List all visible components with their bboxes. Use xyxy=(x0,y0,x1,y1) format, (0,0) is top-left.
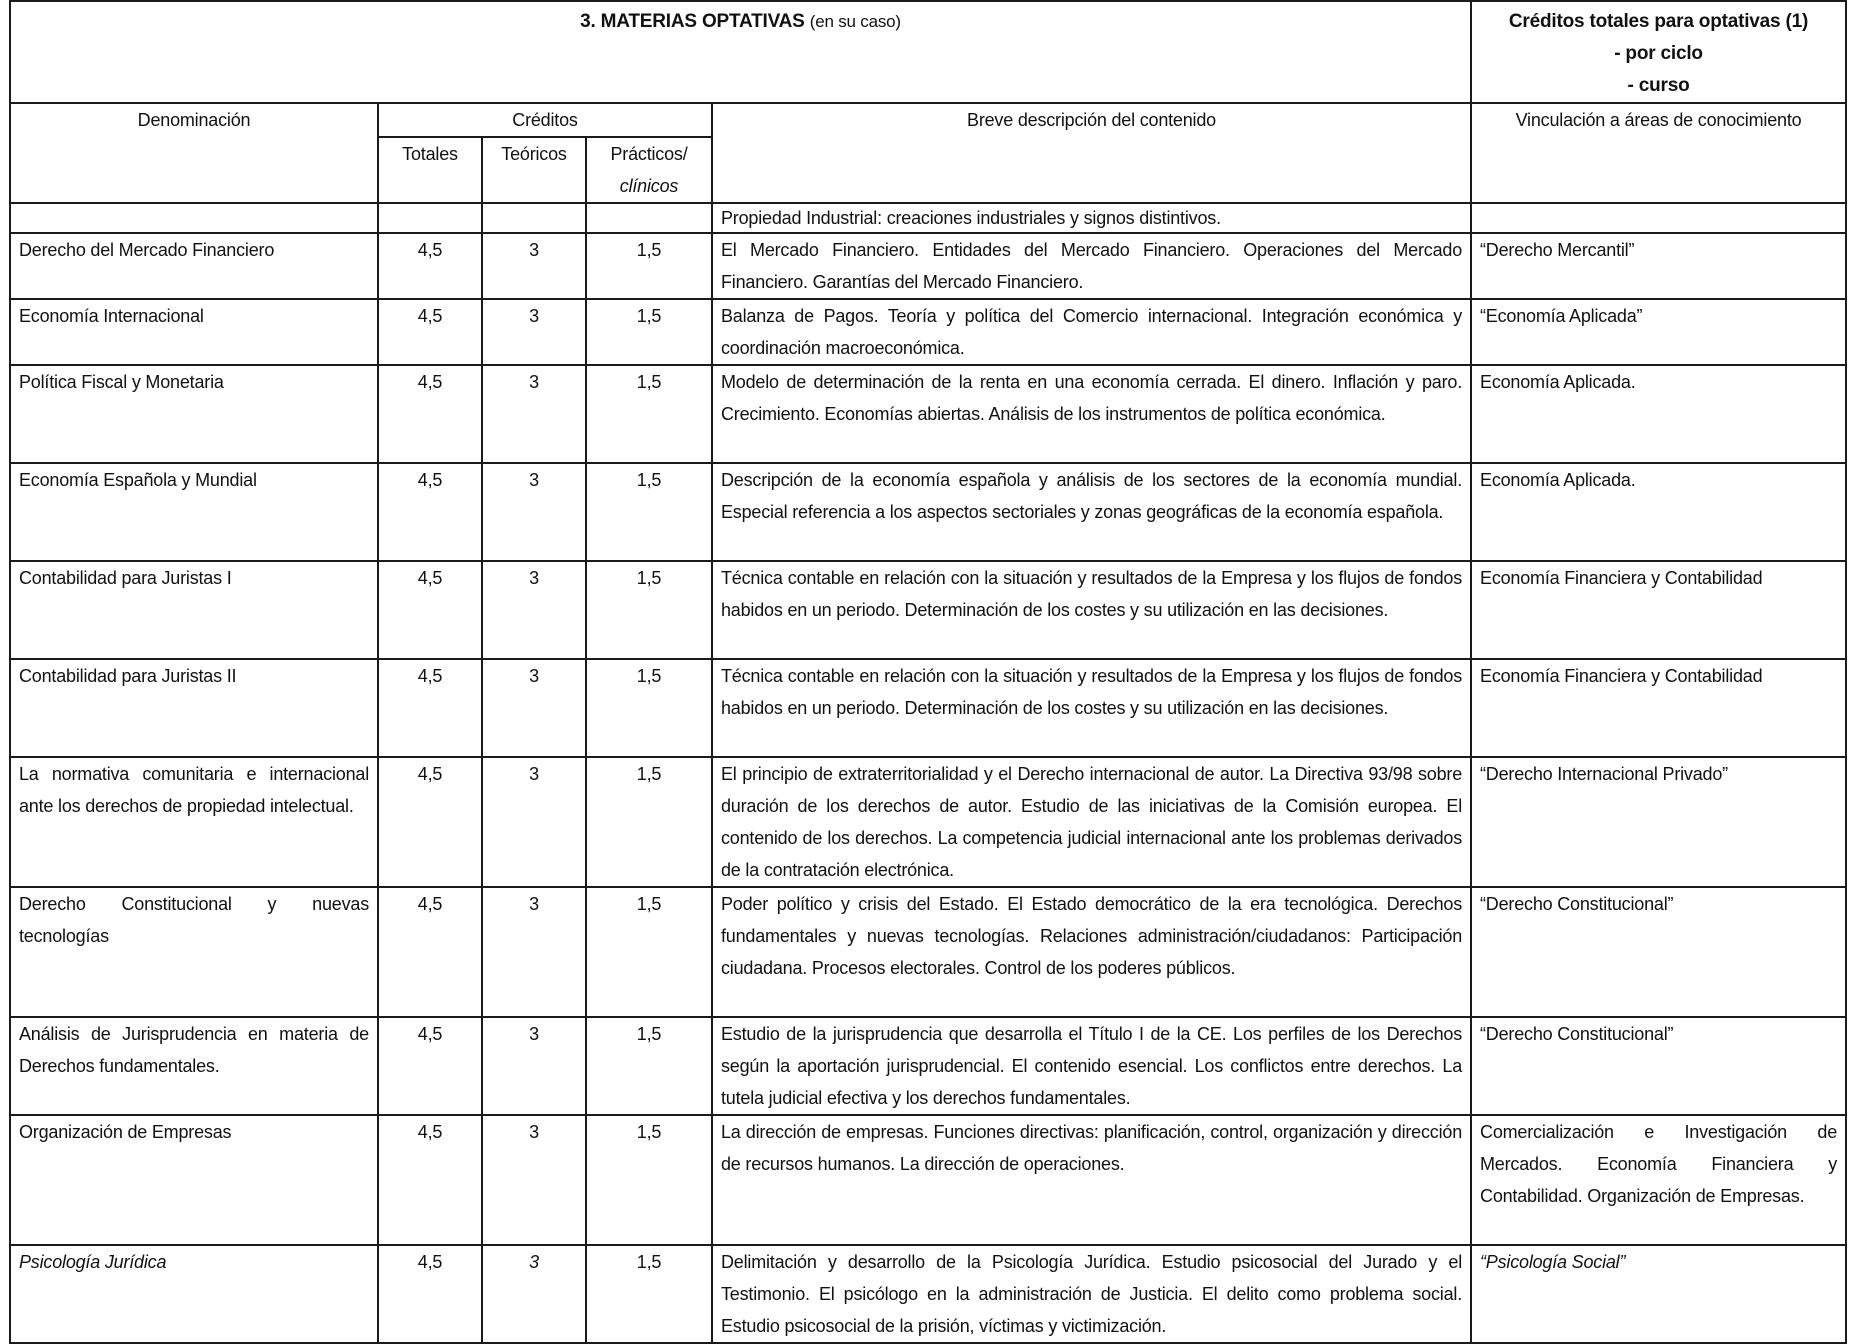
row-descripcion: El principio de extraterritorialidad y el Derecho internacional de autor. La Directiva 93/98 sobre duración de los derechos de autor. Estudio de las iniciativas de la Comisión europea. El contenido de los derechos. La competencia judicial internacional ante los problemas derivados de la contratación electrónica. xyxy=(712,757,1471,887)
table-row xyxy=(10,757,1846,887)
row-totales: 4,5 xyxy=(378,659,482,757)
row-practicos: 1,5 xyxy=(586,757,712,887)
row-denominacion: Psicología Jurídica xyxy=(10,1245,378,1343)
row-denominacion: Organización de Empresas xyxy=(10,1115,378,1245)
row-descripcion: El Mercado Financiero. Entidades del Mercado Financiero. Operaciones del Mercado Financiero. Garantías del Mercado Financiero. xyxy=(712,233,1471,299)
row-totales: 4,5 xyxy=(378,299,482,365)
row-practicos: 1,5 xyxy=(586,299,712,365)
table-row xyxy=(10,659,1846,757)
row-totales: 4,5 xyxy=(378,463,482,561)
row-teoricos: 3 xyxy=(482,659,586,757)
cont-totales xyxy=(378,203,482,233)
row-practicos: 1,5 xyxy=(586,233,712,299)
row-vinculacion: “Derecho Constitucional” xyxy=(1471,887,1846,1017)
row-teoricos: 3 xyxy=(482,233,586,299)
row-teoricos: 3 xyxy=(482,1017,586,1115)
row-denominacion: Política Fiscal y Monetaria xyxy=(10,365,378,463)
col-teoricos: Teóricos xyxy=(482,137,586,203)
row-practicos: 1,5 xyxy=(586,463,712,561)
row-denominacion: Derecho del Mercado Financiero xyxy=(10,233,378,299)
materias-optativas-table xyxy=(9,0,1847,1344)
col-practicos-line1: Prácticos/ xyxy=(610,144,688,164)
row-teoricos: 3 xyxy=(482,887,586,1017)
table-row xyxy=(10,1115,1846,1245)
title-main: 3. MATERIAS OPTATIVAS xyxy=(580,11,805,32)
row-denominacion: Derecho Constitucional y nuevas tecnologías xyxy=(10,887,378,1017)
row-descripcion: Estudio de la jurisprudencia que desarrolla el Título I de la CE. Los perfiles de los Derechos según la aportación jurisprudencial. El contenido esencial. Los conflictos entre derechos. La tutela judicial efectiva y los derechos fundamentales. xyxy=(712,1017,1471,1115)
row-denominacion: Contabilidad para Juristas II xyxy=(10,659,378,757)
row-totales: 4,5 xyxy=(378,887,482,1017)
col-vinculacion: Vinculación a áreas de conocimiento xyxy=(1471,103,1846,203)
row-vinculacion: Economía Aplicada. xyxy=(1471,463,1846,561)
row-descripcion: Balanza de Pagos. Teoría y política del Comercio internacional. Integración económica y coordinación macroeconómica. xyxy=(712,299,1471,365)
cont-practicos xyxy=(586,203,712,233)
table-row xyxy=(10,299,1846,365)
row-vinculacion: Economía Financiera y Contabilidad xyxy=(1471,561,1846,659)
row-totales: 4,5 xyxy=(378,561,482,659)
document-page xyxy=(9,0,1845,1344)
row-denominacion: La normativa comunitaria e internacional ante los derechos de propiedad intelectual. xyxy=(10,757,378,887)
row-totales: 4,5 xyxy=(378,1115,482,1245)
row-vinculacion: “Derecho Constitucional” xyxy=(1471,1017,1846,1115)
row-teoricos: 3 xyxy=(482,561,586,659)
row-descripcion: Técnica contable en relación con la situación y resultados de la Empresa y los flujos de fondos habidos en un periodo. Determinación de los costes y su utilización en las decisiones. xyxy=(712,659,1471,757)
row-totales: 4,5 xyxy=(378,365,482,463)
table-row xyxy=(10,233,1846,299)
row-practicos: 1,5 xyxy=(586,561,712,659)
row-vinculacion: “Psicología Social” xyxy=(1471,1245,1846,1343)
table-row xyxy=(10,887,1846,1017)
table-row xyxy=(10,1245,1846,1343)
row-denominacion: Análisis de Jurisprudencia en materia de Derechos fundamentales. xyxy=(10,1017,378,1115)
row-descripcion: Descripción de la economía española y análisis de los sectores de la economía mundial. Especial referencia a los aspectos sectoriales y zonas geográficas de la economía española. xyxy=(712,463,1471,561)
table-title xyxy=(10,1,1471,103)
table-row xyxy=(10,561,1846,659)
row-totales: 4,5 xyxy=(378,757,482,887)
row-totales: 4,5 xyxy=(378,233,482,299)
col-practicos-line2: clínicos xyxy=(619,176,679,196)
row-teoricos: 3 xyxy=(482,1115,586,1245)
title-suffix: (en su caso) xyxy=(809,12,901,31)
row-teoricos: 3 xyxy=(482,463,586,561)
col-creditos: Créditos xyxy=(378,103,712,137)
row-totales: 4,5 xyxy=(378,1017,482,1115)
row-teoricos: 3 xyxy=(482,365,586,463)
cont-vinculacion xyxy=(1471,203,1846,233)
row-practicos: 1,5 xyxy=(586,1115,712,1245)
row-totales: 4,5 xyxy=(378,1245,482,1343)
cont-denominacion xyxy=(10,203,378,233)
row-denominacion: Economía Española y Mundial xyxy=(10,463,378,561)
row-practicos: 1,5 xyxy=(586,1245,712,1343)
col-practicos xyxy=(586,137,712,203)
row-denominacion: Economía Internacional xyxy=(10,299,378,365)
row-teoricos: 3 xyxy=(482,1245,586,1343)
cont-descripcion: Propiedad Industrial: creaciones industriales y signos distintivos. xyxy=(712,203,1471,233)
row-vinculacion: “Derecho Mercantil” xyxy=(1471,233,1846,299)
row-denominacion: Contabilidad para Juristas I xyxy=(10,561,378,659)
col-totales: Totales xyxy=(378,137,482,203)
row-practicos: 1,5 xyxy=(586,365,712,463)
row-vinculacion: Comercialización e Investigación de Mercados. Economía Financiera y Contabilidad. Organización de Empresas. xyxy=(1471,1115,1846,1245)
credits-curso: - curso xyxy=(1627,75,1690,96)
row-teoricos: 3 xyxy=(482,757,586,887)
row-vinculacion: Economía Aplicada. xyxy=(1471,365,1846,463)
row-practicos: 1,5 xyxy=(586,1017,712,1115)
row-vinculacion: “Economía Aplicada” xyxy=(1471,299,1846,365)
row-descripcion: Técnica contable en relación con la situación y resultados de la Empresa y los flujos de fondos habidos en un periodo. Determinación de los costes y su utilización en las decisiones. xyxy=(712,561,1471,659)
row-descripcion: La dirección de empresas. Funciones directivas: planificación, control, organización y dirección de recursos humanos. La dirección de operaciones. xyxy=(712,1115,1471,1245)
row-teoricos: 3 xyxy=(482,299,586,365)
col-descripcion: Breve descripción del contenido xyxy=(712,103,1471,203)
row-practicos: 1,5 xyxy=(586,659,712,757)
cont-teoricos xyxy=(482,203,586,233)
credits-header xyxy=(1471,1,1846,103)
row-descripcion: Poder político y crisis del Estado. El Estado democrático de la era tecnológica. Derechos fundamentales y nuevas tecnologías. Relaciones administración/ciudadanos: Participación ciudadana. Procesos electorales. Control de los poderes públicos. xyxy=(712,887,1471,1017)
col-denominacion: Denominación xyxy=(10,103,378,203)
row-vinculacion: Economía Financiera y Contabilidad xyxy=(1471,659,1846,757)
table-row xyxy=(10,365,1846,463)
credits-por-ciclo: - por ciclo xyxy=(1614,43,1703,64)
row-descripcion: Modelo de determinación de la renta en una economía cerrada. El dinero. Inflación y paro. Crecimiento. Economías abiertas. Análisis de los instrumentos de política económica. xyxy=(712,365,1471,463)
table-row xyxy=(10,463,1846,561)
row-vinculacion: “Derecho Internacional Privado” xyxy=(1471,757,1846,887)
table-row xyxy=(10,1017,1846,1115)
credits-title: Créditos totales para optativas (1) xyxy=(1508,11,1809,32)
row-descripcion: Delimitación y desarrollo de la Psicología Jurídica. Estudio psicosocial del Jurado y el Testimonio. El psicólogo en la administración de Justicia. El delito como problema social. Estudio psicosocial de la prisión, víctimas y victimización. xyxy=(712,1245,1471,1343)
row-practicos: 1,5 xyxy=(586,887,712,1017)
